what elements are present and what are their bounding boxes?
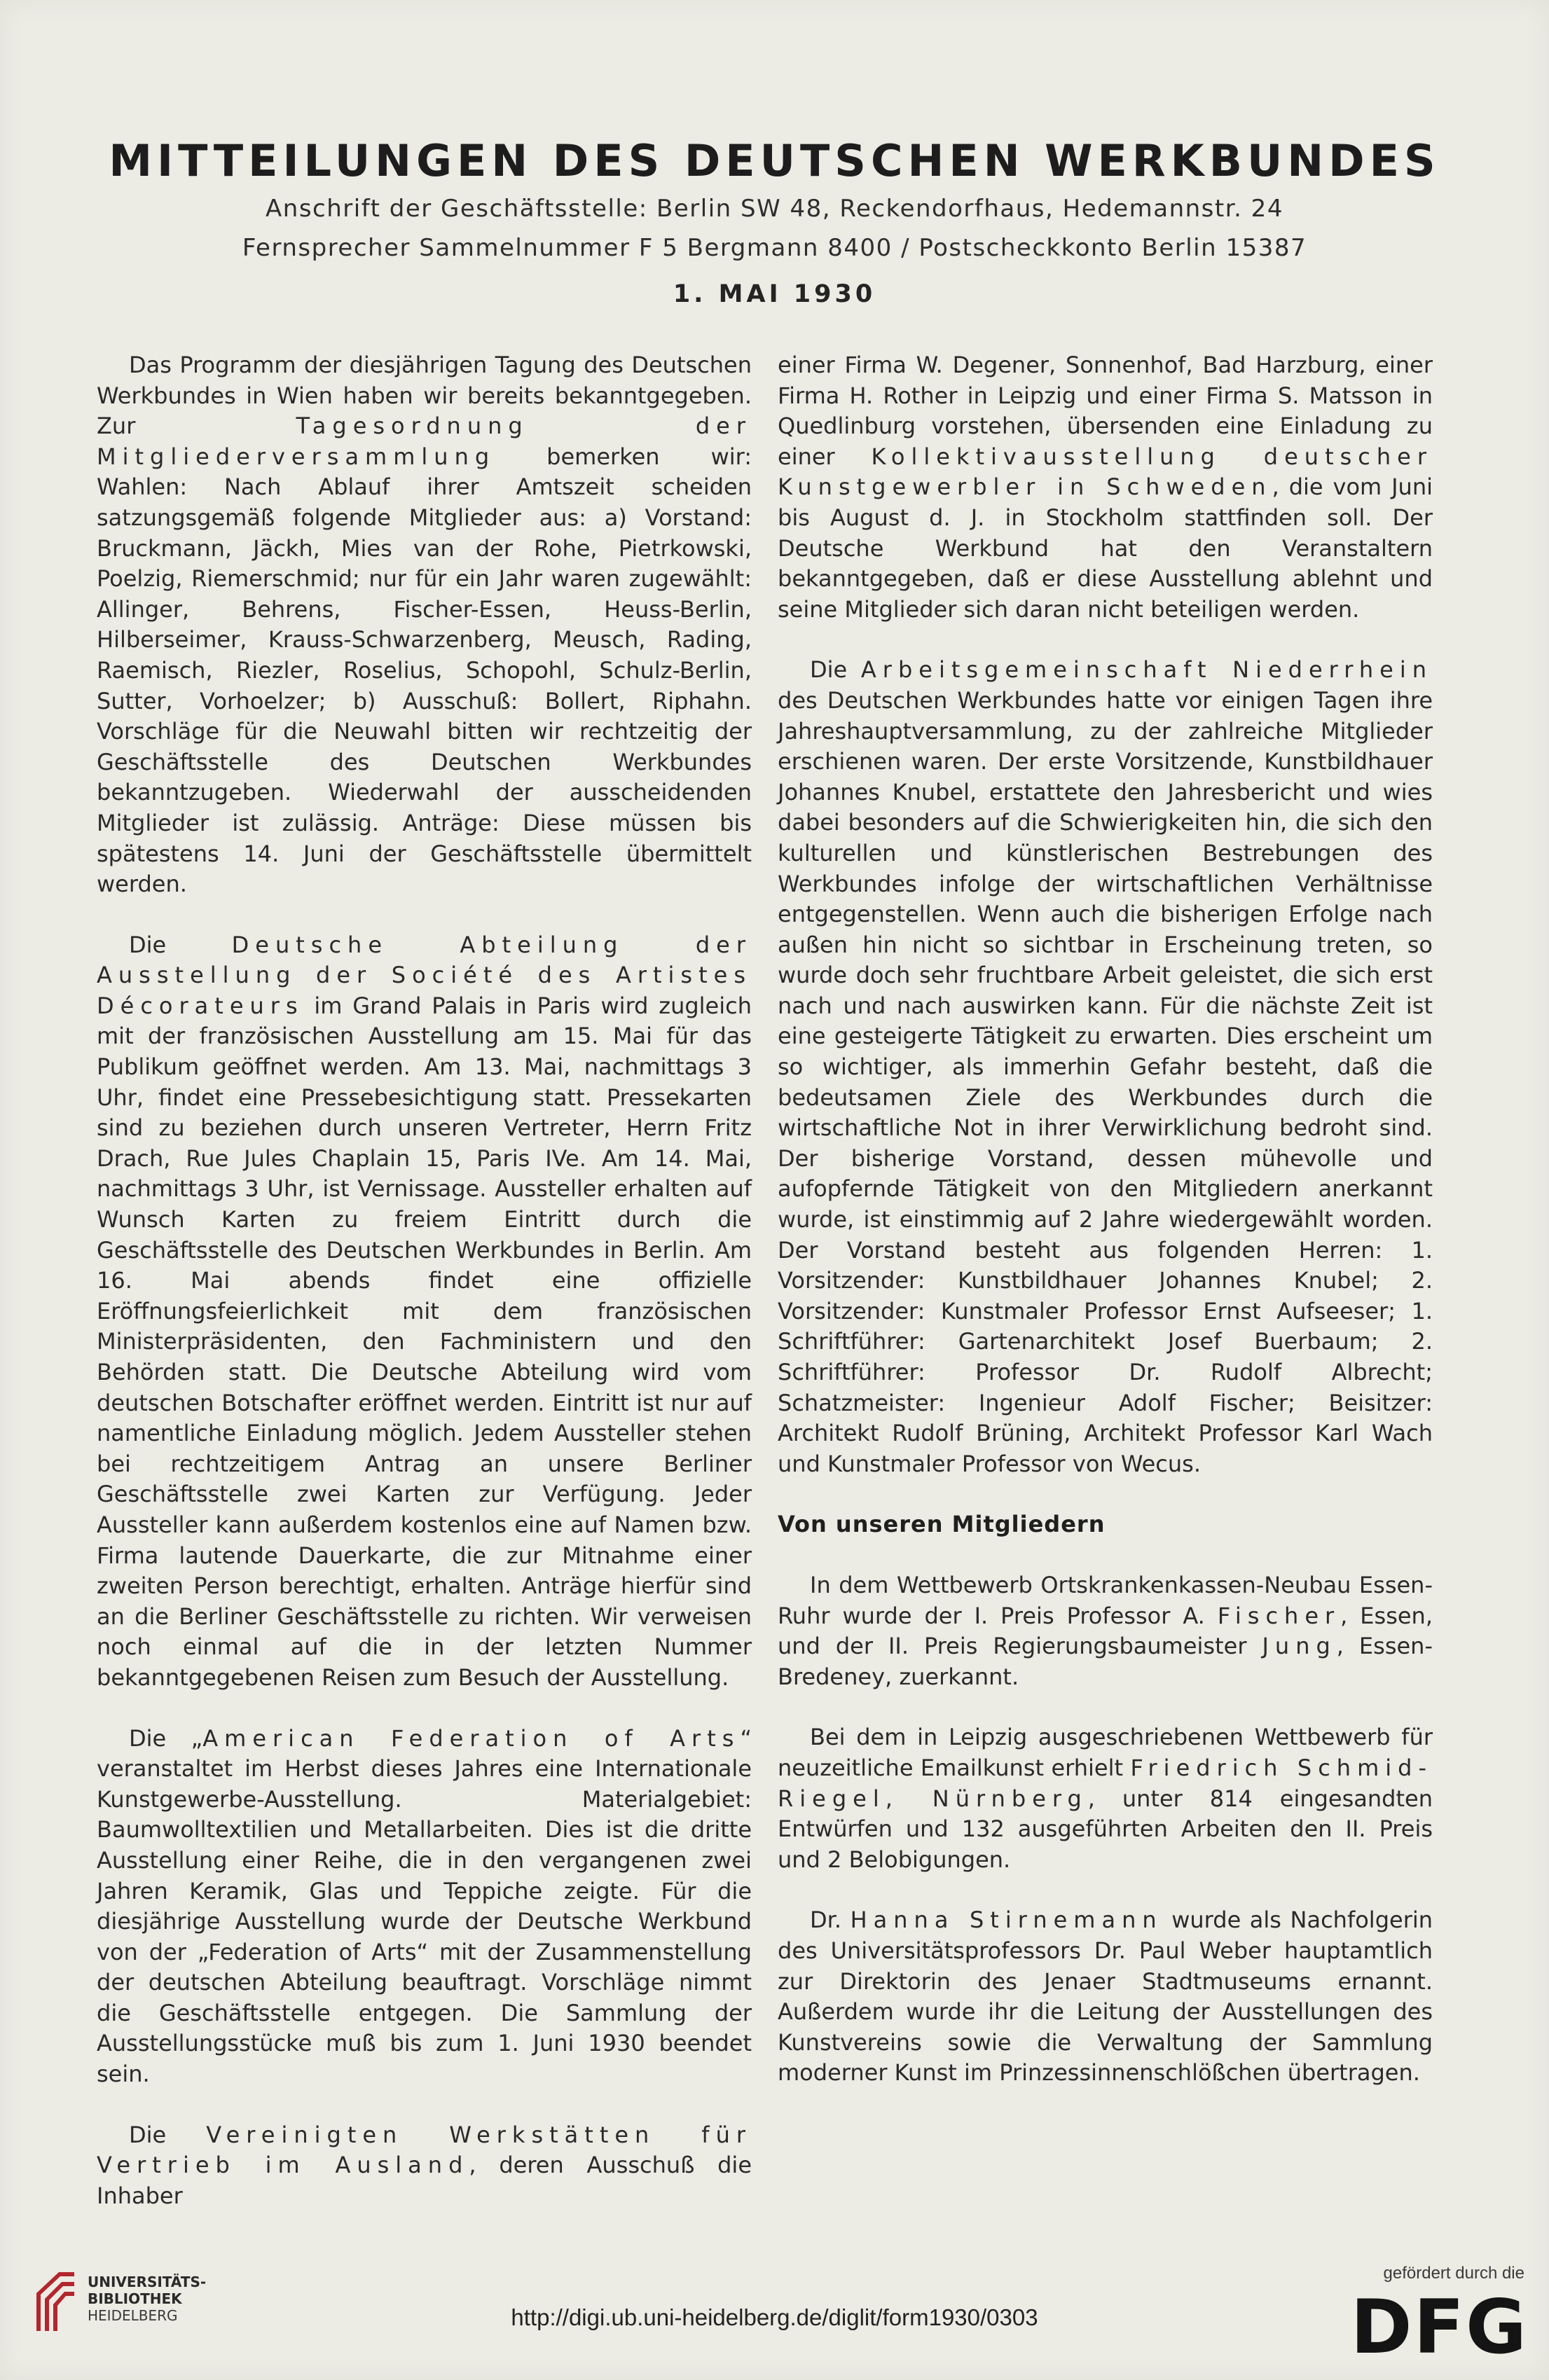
emphasis-text: Deutsche Abteilung der Ausstellung der Société des Artistes Décorateurs	[97, 931, 752, 1019]
page-title: MITTEILUNGEN DES DEUTSCHEN WERKBUNDES	[109, 135, 1440, 186]
emphasis-text: Jung	[1262, 1633, 1337, 1660]
library-name-line: BIBLIOTHEK	[88, 2290, 182, 2307]
footer-bar	[0, 2234, 1549, 2380]
right-column	[778, 350, 1433, 2119]
masthead	[0, 133, 1549, 308]
dfg-logo: DFG	[1350, 2284, 1528, 2370]
paragraph-vereinigte-werkstaetten: Die Vereinigten Werkstätten für Vertrieb im Ausland, deren Ausschuß die Inhaber	[97, 2121, 752, 2209]
emphasis-text: Tagesordnung der Mitgliederversammlung	[97, 413, 752, 470]
left-column	[97, 350, 752, 2241]
emphasis-text: Friedrich Schmid-Riegel, Nürnberg	[778, 1754, 1433, 1812]
emphasis-text: Fischer	[1217, 1602, 1341, 1629]
paragraph-paris-exhibition: Die Deutsche Abteilung der Ausstellung der Société des Artistes Décorateurs im Grand Palais in Paris wird zugleich mit der französischen Ausstellung am 15. Mai für das Publikum geöffnet werden. Am 13. Mai, nachmittags 3 Uhr, findet eine Pressebesichtigung statt. Pressekarten sind zu beziehen durch unseren Vertreter, Herrn Fritz Drach, Rue Jules Chaplain 15, Paris IVe. Am 14. Mai, nachmittags 3 Uhr, ist Vernissage. Aussteller erhalten auf Wunsch Karten zu freiem Eintritt durch die Geschäftsstelle des Deutschen Werkbundes in Berlin. Am 16. Mai abends findet eine offizielle Eröffnungsfeierlichkeit mit dem französischen Ministerpräsidenten, den Fachministern und den Behörden statt. Die Deutsche Abteilung wird vom deutschen Botschafter eröffnet werden. Eintritt ist nur auf namentliche Einladung möglich. Jedem Aussteller stehen bei rechtzeitigem Antrag an unsere Berliner Geschäftsstelle zwei Karten zur Verfügung. Jeder Aussteller kann außerdem kostenlos eine auf Namen bzw. Firma lautende Dauerkarte, die zur Mitnahme einer zweiten Person berechtigt, erhalten. Anträge hierfür sind an die Berliner Geschäftsstelle zu richten. Wir verweisen noch einmal auf die in der letzten Nummer bekanntgegebenen Reisen zum Besuch der Ausstellung.	[97, 931, 752, 1691]
emphasis-text: Kollektivausstellung deutscher Kunstgewerbler in Schweden	[778, 443, 1433, 501]
paragraph-emailkunst: Bei dem in Leipzig ausgeschriebenen Wettbewerb für neuzeitliche Emailkunst erhielt Friedrich Schmid-Riegel, Nürnberg, unter 814 eingesandten Entwürfen und 132 ausgeführten Arbeiten den II. Preis und 2 Belobigungen.	[778, 1724, 1433, 1873]
paragraph-stirnemann: Dr. Hanna Stirnemann wurde als Nachfolgerin des Universitätsprofessors Dr. Paul Weber hauptamtlich zur Direktorin des Jenaer Stadtmuseums ernannt. Außerdem wurde ihr die Leitung der Ausstellungen des Kunstvereins sowie die Verwaltung der Sammlung moderner Kunst im Prinzessinnenschlößchen übertragen.	[778, 1907, 1433, 2087]
issue-date: 1. MAI 1930	[673, 280, 876, 308]
funding-caption: gefördert durch die	[1383, 2264, 1524, 2283]
section-heading-members: Von unseren Mitgliedern	[778, 1511, 1106, 1538]
paragraph-tagung: Das Programm der diesjährigen Tagung des Deutschen Werkbundes in Wien haben wir bereits bekanntgegeben. Zur Tagesordnung der Mitgliederversammlung bemerken wir: Wahlen: Nach Ablauf ihrer Amtszeit scheiden satzungsgemäß folgende Mitglieder aus: a) Vorstand: Bruckmann, Jäckh, Mies van der Rohe, Pietrkowski, Poelzig, Riemerschmid; nur für ein Jahr waren zugewählt: Allinger, Behrens, Fischer-Essen, Heuss-Berlin, Hilberseimer, Krauss-Schwarzenberg, Meusch, Rading, Raemisch, Riezler, Roselius, Schopohl, Schulz-Berlin, Sutter, Vorhoelzer; b) Ausschuß: Bollert, Riphahn. Vorschläge für die Neuwahl bitten wir rechtzeitig der Geschäftsstelle des Deutschen Werkbundes bekanntzugeben. Wiederwahl der ausscheidenden Mitglieder ist zulässig. Anträge: Diese müssen bis spätestens 14. Juni der Geschäftsstelle übermittelt werden.	[97, 352, 752, 898]
emphasis-text: Arbeitsgemeinschaft Niederrhein	[860, 656, 1433, 684]
phone-line: Fernsprecher Sammelnummer F 5 Bergmann 8400 / Postscheckkonto Berlin 15387	[242, 234, 1307, 262]
paragraph-schweden: einer Firma W. Degener, Sonnenhof, Bad Harzburg, einer Firma H. Rother in Leipzig und einer Firma S. Matsson in Quedlinburg vorstehen, übersenden eine Einladung zu einer Kollektivausstellung deutscher Kunstgewerbler in Schweden, die vom Juni bis August d. J. in Stockholm stattfinden soll. Der Deutsche Werkbund hat den Veranstaltern bekanntgegeben, daß er diese Ausstellung ablehnt und seine Mitglieder sich daran nicht beteiligen werden.	[778, 352, 1433, 623]
library-name-line: UNIVERSITÄTS-	[88, 2274, 207, 2290]
paragraph-american-federation: Die „American Federation of Arts“ veranstaltet im Herbst dieses Jahres eine Internationale Kunstgewerbe-Ausstellung. Materialgebiet: Baumwolltextilien und Metallarbeiten. Dies ist die dritte Ausstellung einer Reihe, die in den vergangenen zwei Jahren Keramik, Glas und Teppiche zeigte. Für die diesjährige Ausstellung wurde der Deutsche Werkbund von der „Federation of Arts“ mit der Zusammenstellung der deutschen Abteilung beauftragt. Vorschläge nimmt die Geschäftsstelle entgegen. Die Sammlung der Ausstellungsstücke muß bis zum 1. Juni 1930 beendet sein.	[97, 1724, 752, 2088]
permalink-url[interactable]: http://digi.ub.uni-heidelberg.de/diglit/form1930/0303	[511, 2304, 1038, 2330]
emphasis-text: Vereinigten Werkstätten für Vertrieb im Ausland	[97, 2121, 752, 2179]
address-line: Anschrift der Geschäftsstelle: Berlin SW 48, Reckendorfhaus, Hedemannstr. 24	[266, 195, 1283, 223]
emphasis-text: American Federation of Arts	[202, 1724, 741, 1752]
paragraph-wettbewerb-essen: In dem Wettbewerb Ortskrankenkassen-Neubau Essen-Ruhr wurde der I. Preis Professor A. Fischer, Essen, und der II. Preis Regierungsbaumeister Jung, Essen-Bredeney, zuerkannt.	[778, 1571, 1433, 1690]
paragraph-niederrhein: Die Arbeitsgemeinschaft Niederrhein des Deutschen Werkbundes hatte vor einigen Tagen ihre Jahreshauptversammlung, zu der zahlreiche Mitglieder erschienen waren. Der erste Vorsitzende, Kunstbildhauer Johannes Knubel, erstattete den Jahresbericht und wies dabei besonders auf die Schwierigkeiten hin, die sich den kulturellen und künstlerischen Bestrebungen des Werkbundes infolge der wirtschaftlichen Verhältnisse entgegenstellen. Wenn auch die bisherigen Erfolge nach außen hin nicht so sichtbar in Erscheinung treten, so wurde doch sehr fruchtbare Arbeit geleistet, die sich erst nach und nach auswirken kann. Für die nächste Zeit ist eine gesteigerte Tätigkeit zu erwarten. Dies erscheint um so wichtiger, als immerhin Gefahr besteht, daß die bedeutsamen Ziele des Werkbundes durch die wirtschaftliche Not in ihrer Verwirklichung bedroht sind. Der bisherige Vorstand, dessen mühevolle und aufopfernde Tätigkeit von den Mitgliedern anerkannt wurde, ist einstimmig auf 2 Jahre wiedergewählt worden. Der Vorstand besteht aus folgenden Herren: 1. Vorsitzender: Kunstbildhauer Johannes Knubel; 2. Vorsitzender: Kunstmaler Professor Ernst Aufseeser; 1. Schriftführer: Gartenarchitekt Josef Buerbaum; 2. Schriftführer: Professor Dr. Rudolf Albrecht; Schatzmeister: Ingenieur Adolf Fischer; Beisitzer: Architekt Rudolf Brüning, Architekt Professor Karl Wach und Kunstmaler Professor von Wecus.	[778, 656, 1433, 1477]
emphasis-text: Hanna Stirnemann	[850, 1907, 1163, 1934]
library-name-line: HEIDELBERG	[88, 2307, 178, 2324]
